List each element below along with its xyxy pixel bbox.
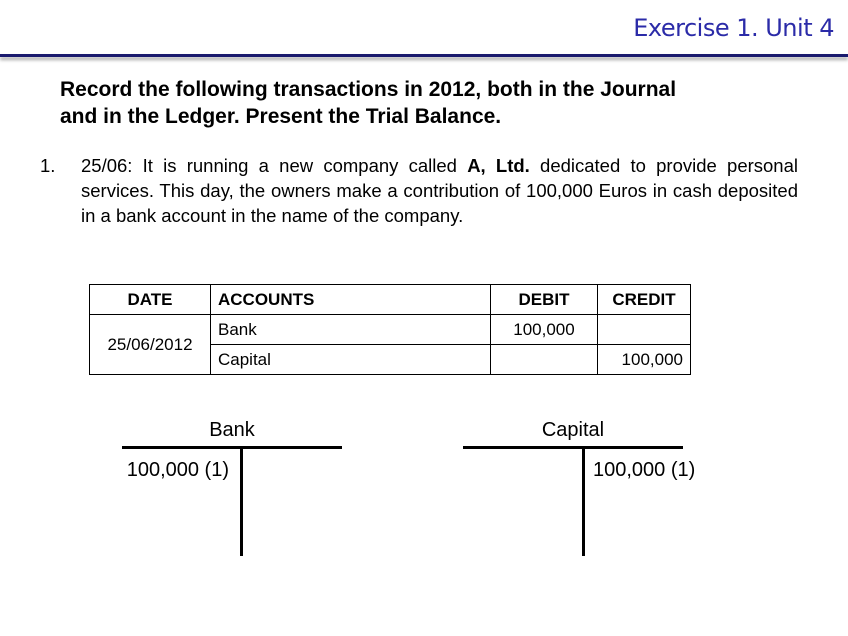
header-debit: DEBIT xyxy=(491,285,598,315)
row-debit: 100,000 xyxy=(491,315,598,345)
row-credit: 100,000 xyxy=(598,345,691,375)
header-divider xyxy=(0,54,848,57)
ledger-capital-top-line xyxy=(463,446,683,449)
ledger-bank-title: Bank xyxy=(209,419,255,441)
journal-header-row xyxy=(90,285,691,315)
instructions xyxy=(60,76,800,130)
table-row xyxy=(90,315,691,345)
transaction-text xyxy=(81,153,798,228)
row-credit xyxy=(598,315,691,345)
ledger-capital-stem xyxy=(582,448,585,556)
ledger-bank-stem xyxy=(240,448,243,556)
page-title: Exercise 1. Unit 4 xyxy=(633,14,834,42)
ledger-bank-top-line xyxy=(122,446,342,449)
entry-date: 25/06/2012 xyxy=(90,315,211,375)
transaction-text-after: dedicated to provide personal services. This day, the owners make a contribution of 100,000 Euros in cash deposited in a bank account in the name of the company. xyxy=(81,155,798,226)
transaction-number: 1. xyxy=(40,155,56,176)
transaction-item xyxy=(40,153,798,228)
instructions-line-2: and in the Ledger. Present the Trial Balance. xyxy=(60,105,502,128)
journal-table xyxy=(89,284,691,375)
ledger-bank-debit: 100,000 (1) xyxy=(126,459,229,481)
ledger-capital-title: Capital xyxy=(541,419,605,441)
header-credit: CREDIT xyxy=(598,285,691,315)
header-date: DATE xyxy=(90,285,211,315)
instructions-line-1: Record the following transactions in 2012, both in the Journal xyxy=(60,78,677,101)
row-account: Bank xyxy=(211,315,491,345)
company-name: A, Ltd. xyxy=(467,155,530,176)
header-accounts: ACCOUNTS xyxy=(211,285,491,315)
ledger-capital-credit: 100,000 (1) xyxy=(593,459,696,481)
transaction-text-before: 25/06: It is running a new company called xyxy=(81,155,468,176)
row-account: Capital xyxy=(211,345,491,375)
row-debit xyxy=(491,345,598,375)
